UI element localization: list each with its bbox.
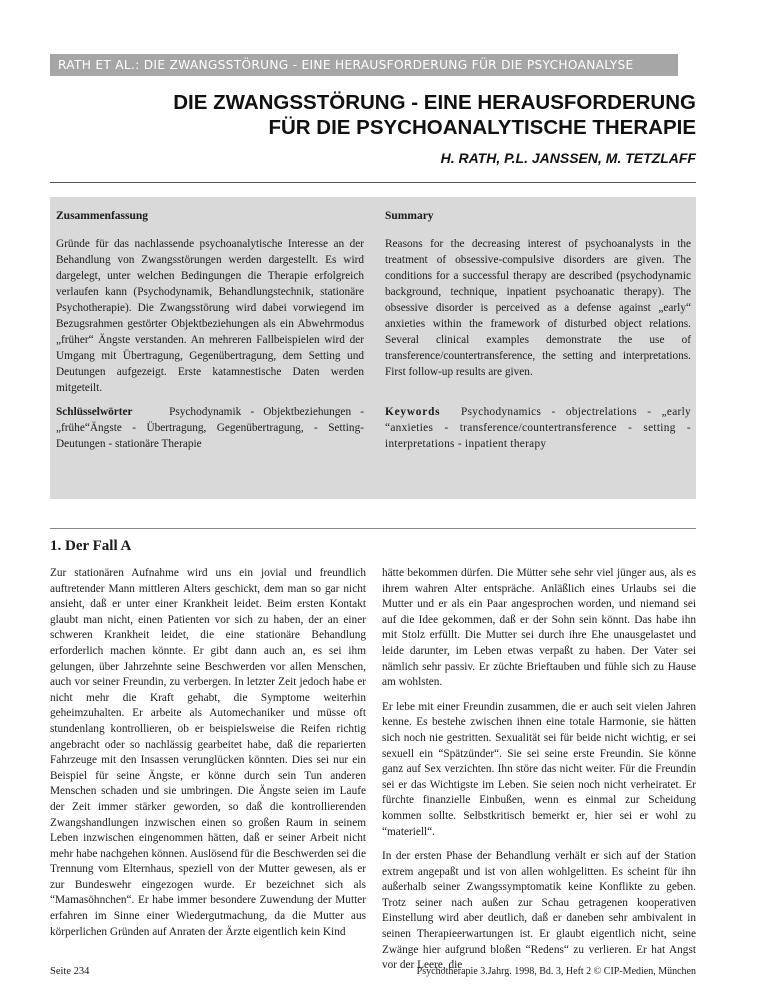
keywords-en-label: Keywords	[385, 406, 441, 418]
keywords-de-text: Psychodynamik - Objektbeziehungen - „frühe“Ängste - Übertragung, Gegenübertragung, - Setting-Deutungen - stationäre Therapie	[56, 406, 364, 450]
journal-citation: Psychotherapie 3.Jahrg. 1998, Bd. 3, Heft 2 © CIP-Medien, München	[416, 966, 696, 977]
body-right-column	[382, 566, 696, 983]
paragraph: In der ersten Phase der Behandlung verhält er sich auf der Station extrem angepaßt und ist von allen wohlgelitten. Es scheint für ihn außerhalb seiner Zwangssymptomatik keine Konflikte zu geben. Trotz seiner nach außen zur Schau getragenen kooperativen Einstellung wird aber deutlich, daß er daneben sehr ambivalent in seinen Therapieerwartungen ist. Er glaubt eigentlich nicht, seine Zwänge hier aufgrund bloßen “Redens“ zu verlieren. Er hat Angst vor der Leere, die	[382, 850, 696, 972]
article-title	[120, 90, 696, 140]
authors: H. RATH, P.L. JANSSEN, M. TETZLAFF	[440, 150, 696, 166]
section-title: 1. Der Fall A	[50, 538, 132, 554]
keywords-de	[56, 404, 364, 452]
section-divider	[50, 528, 696, 529]
keywords-en	[385, 404, 691, 452]
running-header: RATH ET AL.: DIE ZWANGSSTÖRUNG - EINE HERAUSFORDERUNG FÜR DIE PSYCHOANALYSE	[50, 54, 678, 76]
abstract-en-heading: Summary	[385, 210, 434, 222]
title-line-2: FÜR DIE PSYCHOANALYTISCHE THERAPIE	[268, 116, 696, 139]
paragraph: hätte bekommen dürfen. Die Mütter sehe sehr viel jünger aus, als es ihrem wahren Alter entspräche. Anläßlich eines Urlaubs sei die Mutter und er als ein Paar angesprochen worden, und niemand sei auf die Idee gekommen, daß er der Sohn sein könnt. Das habe ihn mit Stolz erfüllt. Die Mutter sei durch ihre Ehe unausgelastet und leide darunter, im Leben etwas verpaßt zu haben. Der Vater sei nämlich sehr passiv. Er züchte Brieftauben und fühle sich zu Hause am wohlsten.	[382, 567, 696, 689]
keywords-en-text: Psychodynamics - objectrelations - „early “anxieties - transference/countertransference - setting - interpretations - inpatient therapy	[385, 406, 692, 450]
abstract-de-heading: Zusammenfassung	[56, 210, 149, 222]
body-left-column	[50, 566, 366, 949]
divider	[50, 182, 696, 183]
paragraph: Zur stationären Aufnahme wird uns ein jovial und freundlich auftretender Mann mittleren Alters geschickt, dem man so gar nicht ansieht, daß er unter einer Krankheit leidet. Beim ersten Kontakt glaubt man nicht, einen Patienten vor sich zu haben, der an einer schweren Krankheit leidet, die eine stationäre Behandlung erforderlich machen könnte. Er gibt dann auch an, es sei ihm gelungen, über Jahrzehnte seine Beschwerden vor allen Menschen, auch vor seiner Freundin, zu verbergen. In letzter Zeit jedoch habe er nicht mehr die Kraft gehabt, die Symptome weiterhin geheimzuhalten. Er arbeite als Automechaniker und müsse oft stundenlang kontrollieren, ob er beispielsweise die Reifen richtig angebracht oder so nachlässig gearbeitet habe, daß die reparierten Fahrzeuge mit den Insassen verunglücken könnten. Dies sei nur ein Beispiel für seine Ängste, er könne durch sein Tun anderen Menschen schaden und sie umbringen. Die Ängste seien im Laufe der Zeit immer stärker geworden, so daß die kontrollierenden Zwangshandlungen inzwischen einen so großen Raum in seinem Leben inzwischen eingenommen hätten, daß er seiner Arbeit nicht mehr habe nachgehen können. Auslösend für die Beschwerden sei die Trennung vom Elternhaus, speziell von der Mutter gewesen, als er zur Bundeswehr eingezogen wurde. Er bezeichnet sich als “Mamasöhnchen“. Er habe immer besondere Zuwendung der Mutter erfahren im Sinne einer Wiedergutmachung, da die Mutter aus körperlichen Gründen auf Anraten der Ärzte eigentlich kein Kind	[50, 567, 366, 938]
title-line-1: DIE ZWANGSSTÖRUNG - EINE HERAUSFORDERUNG	[173, 91, 696, 114]
abstract-de-text: Gründe für das nachlassende psychoanalytische Interesse an der Behandlung von Zwangsstörungen werden dargestellt. Es wird dargelegt, unter welchen Bedingungen die Therapie erfolgreich verlaufen kann (Psychodynamik, Behandlungstechnik, stationäre Psychotherapie). Die Zwangsstörung wird dabei vorwiegend im Bezugsrahmen gestörter Objektbeziehungen als ein Abwehrmodus „früher“ Ängste verstanden. An mehreren Fallbeispielen wird der Umgang mit Übertragung, Gegenübertragung, dem Setting und Deutungen aufgezeigt. Erste katamnestische Daten werden mitgeteilt.	[56, 238, 364, 394]
keywords-de-label: Schlüsselwörter	[56, 406, 133, 418]
abstract-en-text: Reasons for the decreasing interest of psychoanalysts in the treatment of obsessive-compulsive disorders are given. The conditions for a successful therapy are described (psychodynamic background, technique, inpatient psychoanatic therapy). The obsessive disorder is perceived as a defense against „early“ anxieties within the framework of disturbed object relations. Several clinical examples demonstrate the use of transference/countertransference, the setting and interpretations. First follow-up results are given.	[385, 238, 691, 378]
page-number: Seite 234	[50, 966, 90, 977]
paragraph: Er lebe mit einer Freundin zusammen, die er auch seit vielen Jahren kenne. Es bestehe zwischen ihnen eine totale Harmonie, sie hätten sich noch nie gestritten. Sexualität sei für beide nicht wichtig, er sei sexuell ein “Spätzünder“. Sie sei seine erste Freundin. Sie könne ganz auf Sex verzichten. Ihn störe das nicht weiter. Für die Freundin sei er das Wichtigste im Leben. Sie seien noch nicht verheiratet. Er fürchte finanzielle Einbußen, wenn es einmal zur Scheidung kommen sollte. Selbstkritisch bemerkt er, hier sei er wohl zu “materiell“.	[382, 700, 696, 838]
